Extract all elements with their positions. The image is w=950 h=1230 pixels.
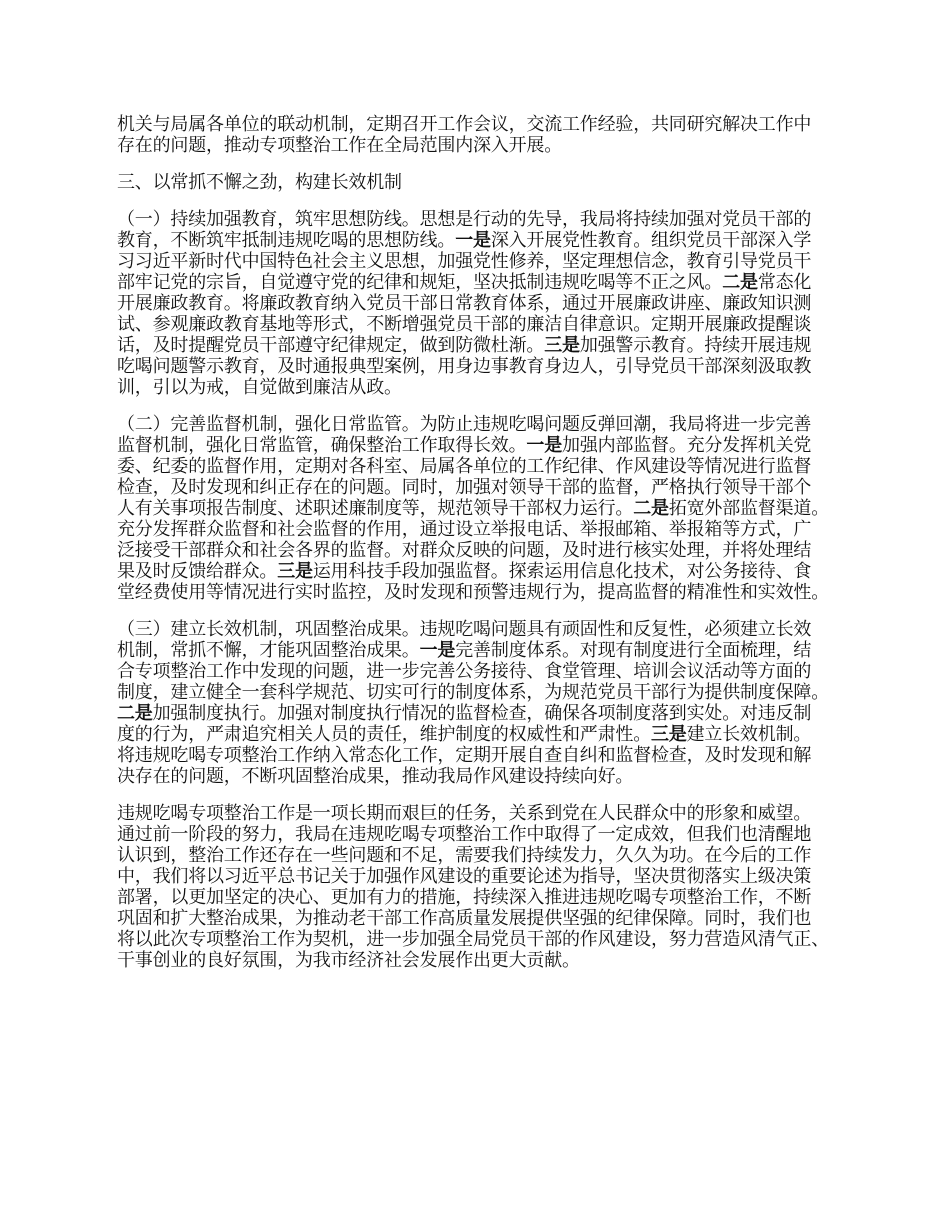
text-line <box>117 845 847 866</box>
text-line <box>117 251 847 272</box>
text-line <box>117 230 847 251</box>
text-segment: 话，及时提醒党员干部遵守纪律规定，做到防微杜渐。 <box>117 335 545 356</box>
text-segment: 监督机制，强化日常监管，确保整治工作取得长效。 <box>117 435 527 456</box>
text-segment: 加强内部监督。充分发挥机关党 <box>562 435 812 456</box>
bold-keyword: 一是 <box>419 640 456 661</box>
bold-keyword: 二是 <box>722 272 758 293</box>
text-segment: 堂经费使用等情况进行实时监控，及时发现和预警违规行为，提高监督的精准性和实效性。 <box>117 582 829 603</box>
paragraph <box>117 414 847 603</box>
text-segment: 建立长效机制。 <box>686 724 812 745</box>
bold-keyword: 三是 <box>277 561 313 582</box>
text-segment: 加强制度执行。加强对制度执行情况的监督检查，确保各项制度落到实处。对违反制 <box>152 703 812 724</box>
text-segment: 决存在的问题，不断巩固整治成果，推动我局作风建设持续向好。 <box>117 766 634 787</box>
text-segment: 开展廉政教育。将廉政教育纳入党员干部日常教育体系，通过开展廉政讲座、廉政知识测 <box>117 293 812 314</box>
text-line <box>117 135 847 156</box>
text-line <box>117 293 847 314</box>
text-segment: 试、参观廉政教育基地等形式，不断增强党员干部的廉洁自律意识。定期开展廉政提醒谈 <box>117 314 812 335</box>
text-segment: 机关与局属各单位的联动机制，定期召开工作会议，交流工作经验，共同研究解决工作中 <box>117 114 812 135</box>
text-segment: 合专项整治工作中发现的问题，进一步完善公务接待、食堂管理、培训会议活动等方面的 <box>117 661 812 682</box>
text-segment: 检查，及时发现和纠正存在的问题。同时，加强对领导干部的监督，严格执行领导干部个 <box>117 477 812 498</box>
document-body <box>117 114 847 987</box>
paragraph <box>117 619 847 787</box>
text-line <box>117 519 847 540</box>
text-line <box>117 540 847 561</box>
text-line <box>117 950 847 971</box>
text-line <box>117 335 847 356</box>
text-segment: 加强警示教育。持续开展违规 <box>579 335 812 356</box>
text-segment: 训，引以为戒，自觉做到廉洁从政。 <box>117 377 402 398</box>
text-segment: 存在的问题，推动专项整治工作在全局范围内深入开展。 <box>117 135 562 156</box>
bold-keyword: 三是 <box>544 335 580 356</box>
text-line <box>117 114 847 135</box>
text-segment: 巩固和扩大整治成果，为推动老干部工作高质量发展提供坚强的纪律保障。同时，我们也 <box>117 908 812 929</box>
text-line <box>117 356 847 377</box>
text-line <box>117 640 847 661</box>
text-segment: 果及时反馈给群众。 <box>117 561 278 582</box>
text-segment: 运用科技手段加强监督。探索运用信息化技术，对公务接待、食 <box>312 561 812 582</box>
text-line <box>117 908 847 929</box>
text-line <box>117 929 847 950</box>
text-line <box>117 682 847 703</box>
text-segment: 委、纪委的监督作用，定期对各科室、局属各单位的工作纪律、作风建设等情况进行监督 <box>117 456 812 477</box>
text-segment: 人有关事项报告制度、述职述廉制度等，规范领导干部权力运行。 <box>117 498 634 519</box>
text-segment: 常态化 <box>757 272 812 293</box>
text-segment: 中，我们将以习近平总书记关于加强作风建设的重要论述为指导，坚决贯彻落实上级决策 <box>117 866 812 887</box>
text-segment: 将以此次专项整治工作为契机，进一步加强全局党员干部的作风建设，努力营造风清气正、 <box>117 929 829 950</box>
text-line <box>117 172 847 193</box>
text-segment: 充分发挥群众监督和社会监督的作用，通过设立举报电话、举报邮箱、举报箱等方式，广 <box>117 519 812 540</box>
text-segment: 拓宽外部监督渠道。 <box>668 498 830 519</box>
text-line <box>117 803 847 824</box>
bold-keyword: 二是 <box>633 498 669 519</box>
text-line <box>117 561 847 582</box>
bold-keyword: 三是 <box>651 724 687 745</box>
text-segment: 部牢记党的宗旨，自觉遵守党的纪律和规矩，坚决抵制违规吃喝等不正之风。 <box>117 272 723 293</box>
text-line <box>117 745 847 766</box>
text-line <box>117 724 847 745</box>
bold-keyword: 二是 <box>117 703 153 724</box>
paragraph <box>117 114 847 156</box>
text-segment: （一）持续加强教育，筑牢思想防线。思想是行动的先导，我局将持续加强对党员干部的 <box>117 209 812 230</box>
text-line <box>117 766 847 787</box>
text-segment: （二）完善监督机制，强化日常监管。为防止违规吃喝问题反弹回潮，我局将进一步完善 <box>117 414 812 435</box>
text-segment: 吃喝问题警示教育，及时通报典型案例，用身边事教育身边人，引导党员干部深刻汲取教 <box>117 356 812 377</box>
text-segment: 将违规吃喝专项整治工作纳入常态化工作，定期开展自查自纠和监督检查，及时发现和解 <box>117 745 812 766</box>
text-segment: 完善制度体系。对现有制度进行全面梳理，结 <box>455 640 812 661</box>
text-line <box>117 703 847 724</box>
text-segment: 部署，以更加坚定的决心、更加有力的措施，持续深入推进违规吃喝专项整治工作，不断 <box>117 887 812 908</box>
text-segment: 习习近平新时代中国特色社会主义思想，加强党性修养，坚定理想信念，教育引导党员干 <box>117 251 812 272</box>
text-line <box>117 477 847 498</box>
paragraph <box>117 803 847 971</box>
text-line <box>117 582 847 603</box>
text-line <box>117 414 847 435</box>
text-line <box>117 377 847 398</box>
text-segment: 教育，不断筑牢抵制违规吃喝的思想防线。 <box>117 230 456 251</box>
text-line <box>117 498 847 519</box>
text-line <box>117 661 847 682</box>
text-segment: 三、以常抓不懈之劲，构建长效机制 <box>117 172 402 193</box>
text-segment: 违规吃喝专项整治工作是一项长期而艰巨的任务，关系到党在人民群众中的形象和威望。 <box>117 803 812 824</box>
text-line <box>117 456 847 477</box>
text-line <box>117 866 847 887</box>
text-segment: 认识到，整治工作还存在一些问题和不足，需要我们持续发力，久久为功。在今后的工作 <box>117 845 812 866</box>
text-segment: （三）建立长效机制，巩固整治成果。违规吃喝问题具有顽固性和反复性，必须建立长效 <box>117 619 812 640</box>
text-segment: 制度，建立健全一套科学规范、切实可行的制度体系，为规范党员干部行为提供制度保障。 <box>117 682 829 703</box>
bold-keyword: 一是 <box>526 435 563 456</box>
text-line <box>117 314 847 335</box>
text-line <box>117 435 847 456</box>
text-line <box>117 619 847 640</box>
bold-keyword: 一是 <box>455 230 491 251</box>
text-segment: 度的行为，严肃追究相关人员的责任，维护制度的权威性和严肃性。 <box>117 724 651 745</box>
text-segment: 深入开展党性教育。组织党员干部深入学 <box>490 230 812 251</box>
text-line <box>117 209 847 230</box>
text-line <box>117 887 847 908</box>
text-segment: 干事创业的良好氛围，为我市经济社会发展作出更大贡献。 <box>117 950 580 971</box>
section-heading <box>117 172 847 193</box>
paragraph <box>117 209 847 398</box>
text-line <box>117 824 847 845</box>
text-segment: 泛接受干部群众和社会各界的监督。对群众反映的问题，及时进行核实处理，并将处理结 <box>117 540 812 561</box>
text-segment: 机制，常抓不懈，才能巩固整治成果。 <box>117 640 420 661</box>
text-segment: 通过前一阶段的努力，我局在违规吃喝专项整治工作中取得了一定成效，但我们也清醒地 <box>117 824 812 845</box>
text-line <box>117 272 847 293</box>
